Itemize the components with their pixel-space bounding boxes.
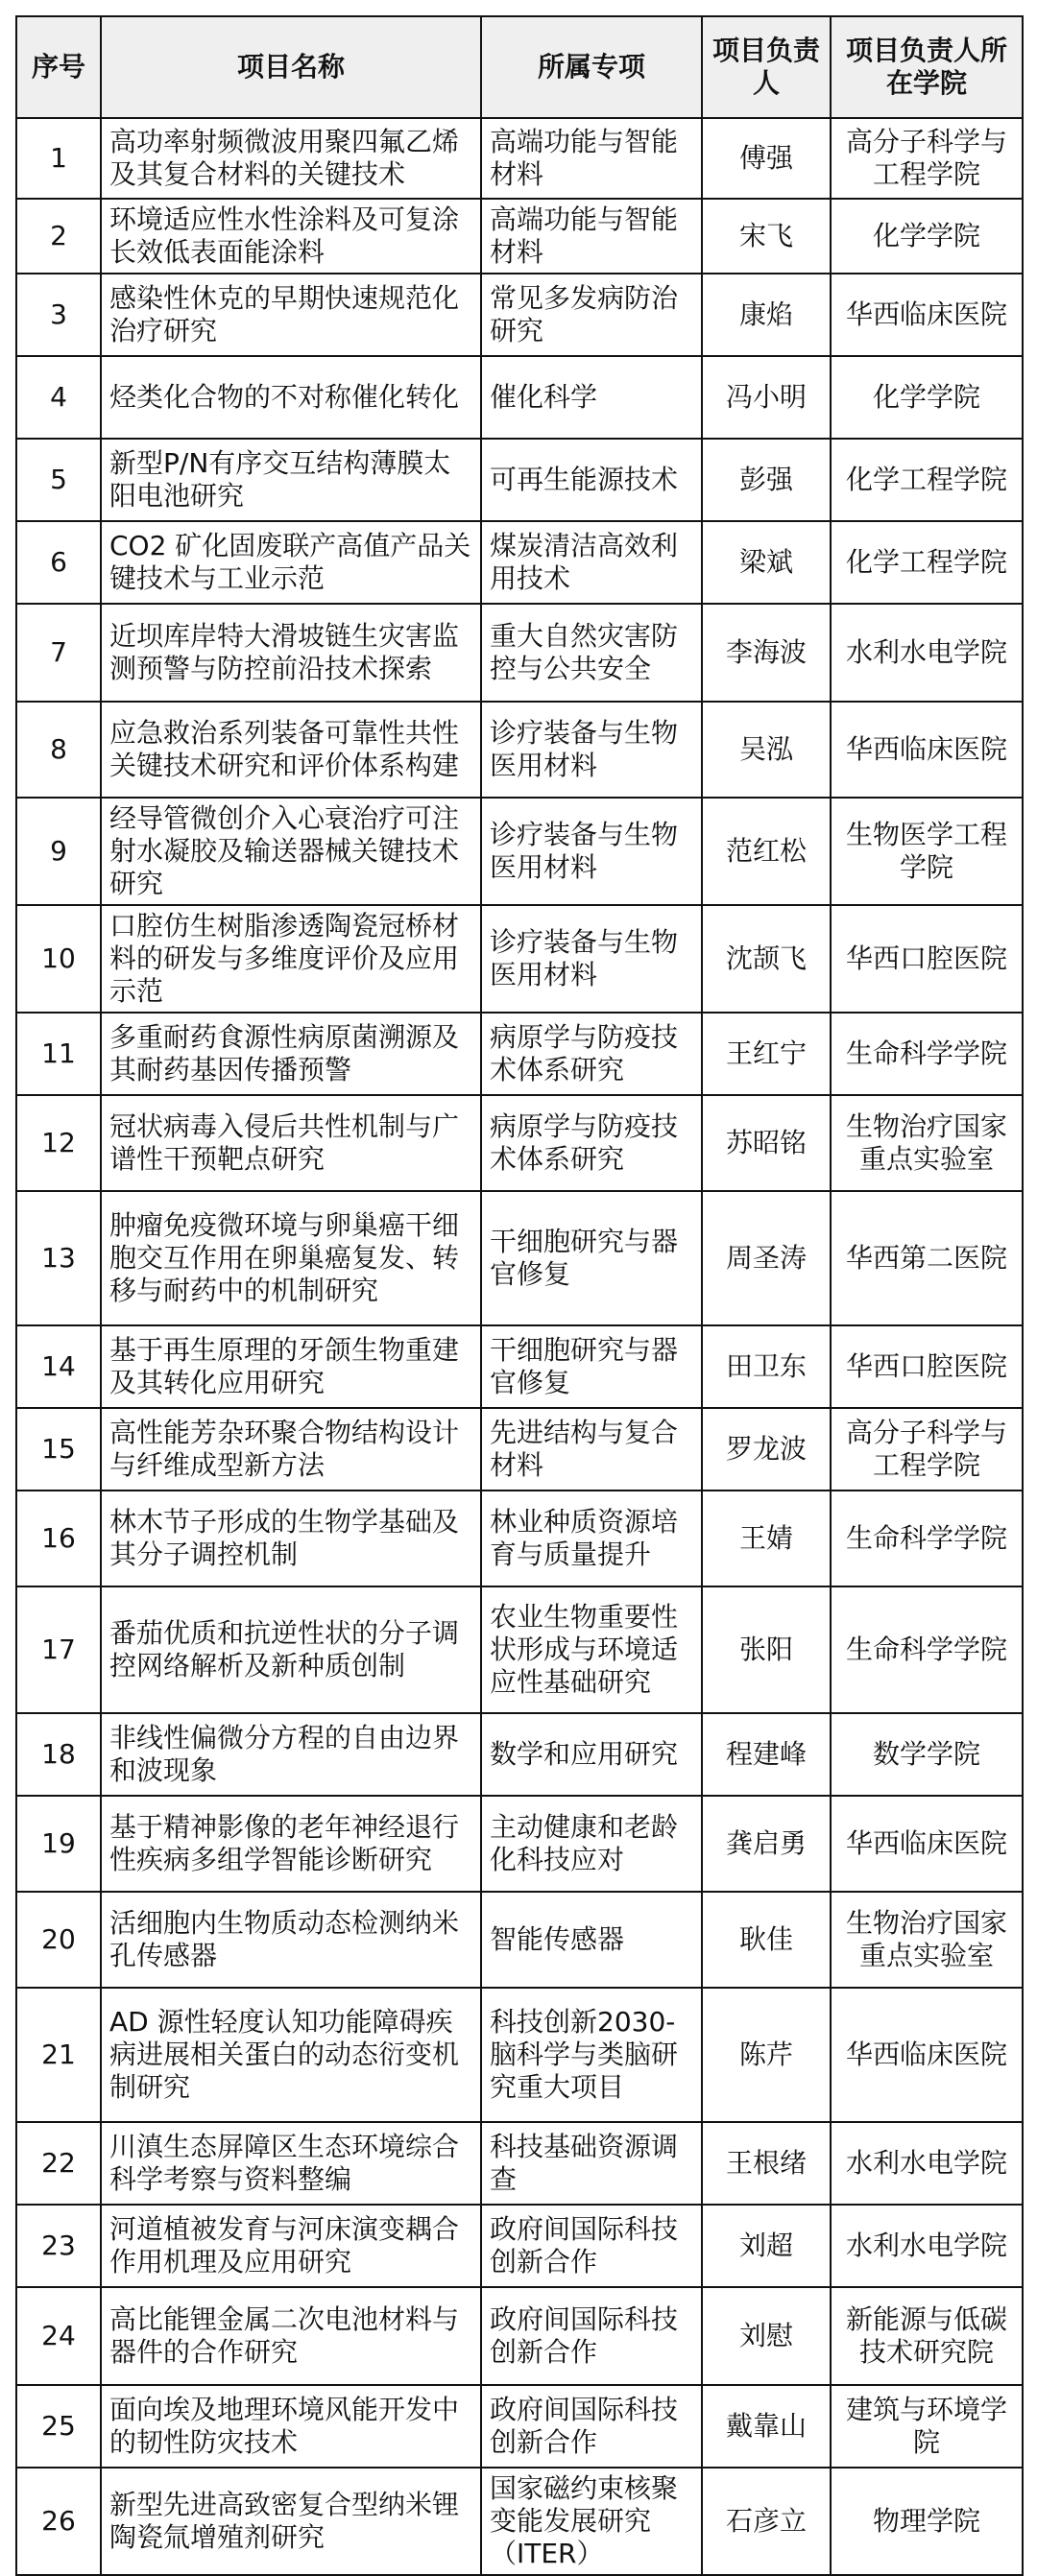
cell-no: 5 [16, 439, 101, 521]
cell-project-name: 感染性休克的早期快速规范化治疗研究 [101, 274, 481, 356]
cell-no: 24 [16, 2287, 101, 2385]
cell-college: 高分子科学与工程学院 [831, 118, 1023, 199]
cell-program: 农业生物重要性状形成与环境适应性基础研究 [481, 1586, 702, 1713]
header-leader: 项目负责人 [702, 16, 831, 118]
cell-college: 数学学院 [831, 1713, 1023, 1796]
cell-college: 生命科学学院 [831, 1013, 1023, 1095]
cell-college: 生命科学学院 [831, 1586, 1023, 1713]
cell-leader: 王婧 [702, 1491, 831, 1586]
cell-college: 高分子科学与工程学院 [831, 1408, 1023, 1491]
cell-leader: 梁斌 [702, 521, 831, 604]
table-row [16, 199, 1023, 274]
cell-program: 诊疗装备与生物医用材料 [481, 798, 702, 905]
cell-college: 化学学院 [831, 356, 1023, 439]
cell-leader: 范红松 [702, 798, 831, 905]
cell-program: 常见多发病防治研究 [481, 274, 702, 356]
table-row [16, 2287, 1023, 2385]
cell-program: 重大自然灾害防控与公共安全 [481, 604, 702, 702]
table-row [16, 2205, 1023, 2287]
cell-college: 生命科学学院 [831, 1491, 1023, 1586]
table-row [16, 2468, 1023, 2575]
cell-college: 化学工程学院 [831, 521, 1023, 604]
cell-project-name: CO2 矿化固废联产高值产品关键技术与工业示范 [101, 521, 481, 604]
cell-leader: 康焰 [702, 274, 831, 356]
cell-college: 生物治疗国家重点实验室 [831, 1892, 1023, 1988]
cell-project-name: 高功率射频微波用聚四氟乙烯及其复合材料的关键技术 [101, 118, 481, 199]
cell-leader: 沈颉飞 [702, 905, 831, 1013]
table-row [16, 2122, 1023, 2205]
table-row [16, 1095, 1023, 1191]
cell-program: 智能传感器 [481, 1892, 702, 1988]
cell-no: 20 [16, 1892, 101, 1988]
cell-no: 16 [16, 1491, 101, 1586]
cell-leader: 冯小明 [702, 356, 831, 439]
table-row [16, 1013, 1023, 1095]
cell-program: 科技创新2030-脑科学与类脑研究重大项目 [481, 1988, 702, 2122]
table-row [16, 274, 1023, 356]
cell-college: 华西第二医院 [831, 1191, 1023, 1325]
cell-program: 先进结构与复合材料 [481, 1408, 702, 1491]
cell-project-name: 面向埃及地理环境风能开发中的韧性防灾技术 [101, 2385, 481, 2468]
table-row [16, 1713, 1023, 1796]
cell-project-name: 基于精神影像的老年神经退行性疾病多组学智能诊断研究 [101, 1796, 481, 1892]
cell-no: 17 [16, 1586, 101, 1713]
cell-program: 病原学与防疫技术体系研究 [481, 1013, 702, 1095]
table-row [16, 356, 1023, 439]
cell-leader: 田卫东 [702, 1325, 831, 1408]
cell-leader: 彭强 [702, 439, 831, 521]
cell-program: 政府间国际科技创新合作 [481, 2287, 702, 2385]
cell-program: 科技基础资源调查 [481, 2122, 702, 2205]
cell-no: 21 [16, 1988, 101, 2122]
cell-leader: 吴泓 [702, 702, 831, 798]
cell-college: 生物医学工程学院 [831, 798, 1023, 905]
cell-program: 主动健康和老龄化科技应对 [481, 1796, 702, 1892]
header-college: 项目负责人所在学院 [831, 16, 1023, 118]
cell-no: 22 [16, 2122, 101, 2205]
cell-program: 政府间国际科技创新合作 [481, 2385, 702, 2468]
cell-college: 华西临床医院 [831, 1988, 1023, 2122]
cell-leader: 傅强 [702, 118, 831, 199]
cell-leader: 罗龙波 [702, 1408, 831, 1491]
cell-leader: 李海波 [702, 604, 831, 702]
cell-project-name: 林木节子形成的生物学基础及其分子调控机制 [101, 1491, 481, 1586]
cell-project-name: 应急救治系列装备可靠性共性关键技术研究和评价体系构建 [101, 702, 481, 798]
table-row [16, 604, 1023, 702]
cell-program: 煤炭清洁高效利用技术 [481, 521, 702, 604]
cell-no: 19 [16, 1796, 101, 1892]
table-row [16, 439, 1023, 521]
table-row [16, 2385, 1023, 2468]
cell-no: 23 [16, 2205, 101, 2287]
cell-college: 化学学院 [831, 199, 1023, 274]
cell-program: 可再生能源技术 [481, 439, 702, 521]
header-program: 所属专项 [481, 16, 702, 118]
cell-leader: 周圣涛 [702, 1191, 831, 1325]
cell-program: 国家磁约束核聚变能发展研究（ITER） [481, 2468, 702, 2575]
cell-project-name: AD 源性轻度认知功能障碍疾病进展相关蛋白的动态衍变机制研究 [101, 1988, 481, 2122]
cell-project-name: 新型P/N有序交互结构薄膜太阳电池研究 [101, 439, 481, 521]
cell-project-name: 近坝库岸特大滑坡链生灾害监测预警与防控前沿技术探索 [101, 604, 481, 702]
cell-no: 3 [16, 274, 101, 356]
cell-program: 高端功能与智能材料 [481, 118, 702, 199]
cell-college: 华西口腔医院 [831, 905, 1023, 1013]
cell-no: 9 [16, 798, 101, 905]
cell-college: 华西临床医院 [831, 702, 1023, 798]
cell-no: 7 [16, 604, 101, 702]
cell-leader: 王红宁 [702, 1013, 831, 1095]
table-row [16, 1491, 1023, 1586]
cell-leader: 陈芹 [702, 1988, 831, 2122]
header-project-name: 项目名称 [101, 16, 481, 118]
cell-project-name: 新型先进高致密复合型纳米锂陶瓷氚增殖剂研究 [101, 2468, 481, 2575]
cell-program: 高端功能与智能材料 [481, 199, 702, 274]
cell-project-name: 高性能芳杂环聚合物结构设计与纤维成型新方法 [101, 1408, 481, 1491]
cell-college: 华西口腔医院 [831, 1325, 1023, 1408]
cell-program: 林业种质资源培育与质量提升 [481, 1491, 702, 1586]
cell-leader: 刘超 [702, 2205, 831, 2287]
cell-no: 18 [16, 1713, 101, 1796]
cell-project-name: 河道植被发育与河床演变耦合作用机理及应用研究 [101, 2205, 481, 2287]
table-row [16, 118, 1023, 199]
cell-college: 华西临床医院 [831, 1796, 1023, 1892]
cell-program: 干细胞研究与器官修复 [481, 1325, 702, 1408]
cell-program: 政府间国际科技创新合作 [481, 2205, 702, 2287]
cell-no: 6 [16, 521, 101, 604]
cell-college: 华西临床医院 [831, 274, 1023, 356]
cell-project-name: 番茄优质和抗逆性状的分子调控网络解析及新种质创制 [101, 1586, 481, 1713]
header-row [16, 16, 1023, 118]
cell-leader: 王根绪 [702, 2122, 831, 2205]
cell-project-name: 基于再生原理的牙颌生物重建及其转化应用研究 [101, 1325, 481, 1408]
cell-project-name: 冠状病毒入侵后共性机制与广谱性干预靶点研究 [101, 1095, 481, 1191]
table-header [16, 16, 1023, 118]
cell-leader: 张阳 [702, 1586, 831, 1713]
table-row [16, 1892, 1023, 1988]
cell-program: 诊疗装备与生物医用材料 [481, 905, 702, 1013]
cell-project-name: 经导管微创介入心衰治疗可注射水凝胶及输送器械关键技术研究 [101, 798, 481, 905]
cell-no: 25 [16, 2385, 101, 2468]
cell-leader: 戴靠山 [702, 2385, 831, 2468]
cell-leader: 苏昭铭 [702, 1095, 831, 1191]
cell-college: 生物治疗国家重点实验室 [831, 1095, 1023, 1191]
cell-no: 1 [16, 118, 101, 199]
cell-college: 水利水电学院 [831, 2122, 1023, 2205]
cell-leader: 程建峰 [702, 1713, 831, 1796]
table-row [16, 1408, 1023, 1491]
cell-no: 10 [16, 905, 101, 1013]
cell-program: 诊疗装备与生物医用材料 [481, 702, 702, 798]
cell-program: 催化科学 [481, 356, 702, 439]
cell-program: 病原学与防疫技术体系研究 [481, 1095, 702, 1191]
cell-college: 物理学院 [831, 2468, 1023, 2575]
cell-college: 水利水电学院 [831, 2205, 1023, 2287]
table-row [16, 905, 1023, 1013]
cell-project-name: 非线性偏微分方程的自由边界和波现象 [101, 1713, 481, 1796]
cell-no: 15 [16, 1408, 101, 1491]
table-row [16, 521, 1023, 604]
cell-no: 14 [16, 1325, 101, 1408]
cell-leader: 刘慰 [702, 2287, 831, 2385]
cell-no: 12 [16, 1095, 101, 1191]
table-row [16, 1988, 1023, 2122]
table-row [16, 1191, 1023, 1325]
cell-college: 新能源与低碳技术研究院 [831, 2287, 1023, 2385]
cell-project-name: 高比能锂金属二次电池材料与器件的合作研究 [101, 2287, 481, 2385]
cell-no: 26 [16, 2468, 101, 2575]
table-row [16, 798, 1023, 905]
table-body [16, 118, 1023, 2575]
cell-college: 建筑与环境学院 [831, 2385, 1023, 2468]
cell-project-name: 环境适应性水性涂料及可复涂长效低表面能涂料 [101, 199, 481, 274]
cell-no: 2 [16, 199, 101, 274]
cell-project-name: 口腔仿生树脂渗透陶瓷冠桥材料的研发与多维度评价及应用示范 [101, 905, 481, 1013]
project-table [15, 15, 1024, 2576]
table-row [16, 702, 1023, 798]
cell-leader: 宋飞 [702, 199, 831, 274]
header-no: 序号 [16, 16, 101, 118]
cell-college: 水利水电学院 [831, 604, 1023, 702]
table-row [16, 1586, 1023, 1713]
cell-project-name: 川滇生态屏障区生态环境综合科学考察与资料整编 [101, 2122, 481, 2205]
cell-college: 化学工程学院 [831, 439, 1023, 521]
cell-program: 干细胞研究与器官修复 [481, 1191, 702, 1325]
cell-no: 8 [16, 702, 101, 798]
cell-leader: 耿佳 [702, 1892, 831, 1988]
cell-project-name: 肿瘤免疫微环境与卵巢癌干细胞交互作用在卵巢癌复发、转移与耐药中的机制研究 [101, 1191, 481, 1325]
cell-project-name: 烃类化合物的不对称催化转化 [101, 356, 481, 439]
cell-leader: 龚启勇 [702, 1796, 831, 1892]
table-row [16, 1796, 1023, 1892]
cell-no: 11 [16, 1013, 101, 1095]
cell-no: 13 [16, 1191, 101, 1325]
table-row [16, 1325, 1023, 1408]
cell-leader: 石彦立 [702, 2468, 831, 2575]
cell-program: 数学和应用研究 [481, 1713, 702, 1796]
cell-no: 4 [16, 356, 101, 439]
cell-project-name: 多重耐药食源性病原菌溯源及其耐药基因传播预警 [101, 1013, 481, 1095]
cell-project-name: 活细胞内生物质动态检测纳米孔传感器 [101, 1892, 481, 1988]
